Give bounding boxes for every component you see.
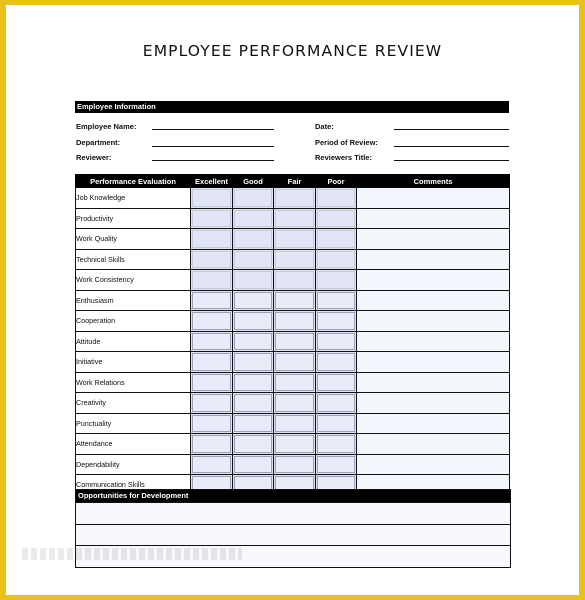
rating-cell[interactable] (233, 188, 274, 209)
watermark (22, 548, 242, 560)
rating-checkbox[interactable] (234, 374, 272, 392)
rating-checkbox[interactable] (192, 292, 231, 310)
table-row (76, 413, 510, 434)
rating-checkbox[interactable] (234, 271, 272, 289)
criterion-label: Initiative (76, 352, 191, 373)
rating-checkbox[interactable] (317, 251, 355, 269)
opportunities-line[interactable] (76, 502, 510, 524)
table-row (76, 352, 510, 373)
rating-cell[interactable] (274, 208, 316, 229)
opportunities-header: Opportunities for Development (76, 490, 510, 502)
criterion-label: Attitude (76, 331, 191, 352)
reviewers-title-field[interactable] (394, 160, 509, 161)
table-row (76, 434, 510, 455)
rating-checkbox[interactable] (192, 415, 231, 433)
rating-checkbox[interactable] (234, 292, 272, 310)
rating-checkbox[interactable] (317, 312, 355, 330)
rating-checkbox[interactable] (192, 312, 231, 330)
table-row (76, 331, 510, 352)
rating-checkbox[interactable] (192, 210, 231, 228)
reviewer-field[interactable] (152, 160, 274, 161)
rating-cell[interactable] (233, 208, 274, 229)
rating-cell[interactable] (316, 188, 357, 209)
rating-checkbox[interactable] (275, 292, 314, 310)
rating-cell[interactable] (191, 270, 233, 291)
rating-cell[interactable] (233, 393, 274, 414)
rating-checkbox[interactable] (234, 210, 272, 228)
rating-cell[interactable] (233, 249, 274, 270)
comment-cell[interactable] (357, 249, 510, 270)
reviewer-label: Reviewer: (76, 153, 112, 162)
period-of-review-field[interactable] (394, 146, 509, 147)
rating-cell[interactable] (233, 372, 274, 393)
page-title: EMPLOYEE PERFORMANCE REVIEW (142, 42, 443, 60)
comment-cell[interactable] (357, 229, 510, 250)
rating-checkbox[interactable] (192, 230, 231, 248)
rating-cell[interactable] (274, 290, 316, 311)
criterion-label: Technical Skills (76, 249, 191, 270)
rating-checkbox[interactable] (275, 271, 314, 289)
rating-cell[interactable] (233, 331, 274, 352)
criterion-label: Creativity (76, 393, 191, 414)
rating-checkbox[interactable] (192, 353, 231, 371)
rating-checkbox[interactable] (317, 415, 355, 433)
department-label: Department: (76, 138, 121, 147)
comment-cell[interactable] (357, 372, 510, 393)
rating-checkbox[interactable] (234, 456, 272, 474)
rating-cell[interactable] (233, 454, 274, 475)
criterion-label: Productivity (76, 208, 191, 229)
rating-cell[interactable] (233, 434, 274, 455)
comment-cell[interactable] (357, 208, 510, 229)
column-header: Excellent (191, 175, 233, 188)
column-header: Performance Evaluation (76, 175, 191, 188)
rating-cell[interactable] (316, 454, 357, 475)
rating-checkbox[interactable] (234, 435, 272, 453)
rating-cell[interactable] (233, 290, 274, 311)
rating-cell[interactable] (274, 270, 316, 291)
opportunities-line[interactable] (76, 524, 510, 546)
rating-cell[interactable] (191, 352, 233, 373)
rating-cell[interactable] (274, 331, 316, 352)
criterion-label: Dependability (76, 454, 191, 475)
column-header: Comments (357, 175, 510, 188)
comment-cell[interactable] (357, 454, 510, 475)
criterion-label: Enthusiasm (76, 290, 191, 311)
criterion-label: Cooperation (76, 311, 191, 332)
rating-cell[interactable] (274, 393, 316, 414)
rating-cell[interactable] (316, 249, 357, 270)
comment-cell[interactable] (357, 331, 510, 352)
table-row (76, 270, 510, 291)
rating-checkbox[interactable] (234, 333, 272, 351)
rating-checkbox[interactable] (317, 271, 355, 289)
rating-cell[interactable] (274, 249, 316, 270)
criterion-label: Work Relations (76, 372, 191, 393)
rating-checkbox[interactable] (275, 415, 314, 433)
rating-checkbox[interactable] (234, 189, 272, 207)
employee-name-label: Employee Name: (76, 122, 137, 131)
criterion-label: Work Quality (76, 229, 191, 250)
rating-cell[interactable] (316, 208, 357, 229)
rating-cell[interactable] (316, 352, 357, 373)
rating-checkbox[interactable] (192, 333, 231, 351)
rating-checkbox[interactable] (275, 333, 314, 351)
rating-cell[interactable] (233, 311, 274, 332)
rating-checkbox[interactable] (317, 394, 355, 412)
rating-cell[interactable] (191, 434, 233, 455)
table-row (76, 249, 510, 270)
rating-checkbox[interactable] (317, 435, 355, 453)
rating-checkbox[interactable] (275, 456, 314, 474)
rating-cell[interactable] (274, 434, 316, 455)
rating-checkbox[interactable] (317, 374, 355, 392)
employee-info-header: Employee Information (75, 101, 509, 113)
rating-cell[interactable] (233, 413, 274, 434)
comment-cell[interactable] (357, 413, 510, 434)
rating-cell[interactable] (191, 290, 233, 311)
rating-cell[interactable] (274, 311, 316, 332)
rating-checkbox[interactable] (317, 333, 355, 351)
rating-checkbox[interactable] (234, 230, 272, 248)
criterion-label: Communication Skills (76, 475, 191, 496)
rating-cell[interactable] (316, 434, 357, 455)
rating-cell[interactable] (191, 188, 233, 209)
date-field[interactable] (394, 129, 509, 130)
rating-checkbox[interactable] (275, 210, 314, 228)
performance-evaluation-table (75, 174, 510, 516)
table-row (76, 454, 510, 475)
date-label: Date: (315, 122, 334, 131)
rating-checkbox[interactable] (275, 435, 314, 453)
comment-cell[interactable] (357, 188, 510, 209)
rating-checkbox[interactable] (192, 456, 231, 474)
table-row (76, 229, 510, 250)
rating-cell[interactable] (316, 372, 357, 393)
rating-cell[interactable] (191, 249, 233, 270)
rating-checkbox[interactable] (317, 189, 355, 207)
criterion-label: Attendance (76, 434, 191, 455)
rating-cell[interactable] (274, 229, 316, 250)
rating-cell[interactable] (274, 454, 316, 475)
rating-cell[interactable] (274, 413, 316, 434)
rating-cell[interactable] (316, 290, 357, 311)
rating-cell[interactable] (191, 331, 233, 352)
table-row (76, 188, 510, 209)
table-row (76, 290, 510, 311)
rating-checkbox[interactable] (275, 353, 314, 371)
rating-cell[interactable] (191, 208, 233, 229)
department-field[interactable] (152, 146, 274, 147)
rating-checkbox[interactable] (192, 271, 231, 289)
rating-checkbox[interactable] (275, 189, 314, 207)
column-header: Fair (274, 175, 316, 188)
table-row (76, 393, 510, 414)
rating-cell[interactable] (191, 372, 233, 393)
rating-cell[interactable] (191, 413, 233, 434)
rating-checkbox[interactable] (317, 456, 355, 474)
period-of-review-label: Period of Review: (315, 138, 378, 147)
rating-checkbox[interactable] (234, 415, 272, 433)
rating-cell[interactable] (191, 311, 233, 332)
rating-cell[interactable] (316, 270, 357, 291)
criterion-label: Job Knowledge (76, 188, 191, 209)
rating-checkbox[interactable] (234, 312, 272, 330)
rating-checkbox[interactable] (275, 394, 314, 412)
rating-cell[interactable] (274, 188, 316, 209)
comment-cell[interactable] (357, 434, 510, 455)
table-header-row (76, 175, 510, 188)
rating-checkbox[interactable] (317, 210, 355, 228)
rating-checkbox[interactable] (192, 435, 231, 453)
rating-checkbox[interactable] (234, 251, 272, 269)
rating-cell[interactable] (233, 270, 274, 291)
rating-checkbox[interactable] (234, 394, 272, 412)
column-header: Poor (316, 175, 357, 188)
rating-cell[interactable] (316, 331, 357, 352)
employee-name-field[interactable] (152, 129, 274, 130)
rating-cell[interactable] (316, 229, 357, 250)
comment-cell[interactable] (357, 393, 510, 414)
rating-checkbox[interactable] (192, 189, 231, 207)
rating-cell[interactable] (316, 311, 357, 332)
table-row (76, 208, 510, 229)
rating-cell[interactable] (191, 229, 233, 250)
rating-cell[interactable] (316, 393, 357, 414)
column-header: Good (233, 175, 274, 188)
rating-checkbox[interactable] (275, 230, 314, 248)
rating-checkbox[interactable] (317, 353, 355, 371)
criterion-label: Work Consistency (76, 270, 191, 291)
rating-checkbox[interactable] (192, 251, 231, 269)
rating-cell[interactable] (233, 229, 274, 250)
table-row (76, 311, 510, 332)
rating-checkbox[interactable] (317, 292, 355, 310)
rating-cell[interactable] (274, 372, 316, 393)
reviewers-title-label: Reviewers Title: (315, 153, 372, 162)
rating-cell[interactable] (191, 393, 233, 414)
rating-checkbox[interactable] (275, 251, 314, 269)
rating-checkbox[interactable] (275, 374, 314, 392)
table-row (76, 372, 510, 393)
rating-cell[interactable] (191, 454, 233, 475)
rating-checkbox[interactable] (317, 230, 355, 248)
rating-cell[interactable] (233, 352, 274, 373)
comment-cell[interactable] (357, 311, 510, 332)
rating-checkbox[interactable] (234, 353, 272, 371)
criterion-label: Punctuality (76, 413, 191, 434)
comment-cell[interactable] (357, 290, 510, 311)
comment-cell[interactable] (357, 352, 510, 373)
rating-cell[interactable] (274, 352, 316, 373)
rating-cell[interactable] (316, 413, 357, 434)
comment-cell[interactable] (357, 270, 510, 291)
rating-checkbox[interactable] (275, 312, 314, 330)
rating-checkbox[interactable] (192, 374, 231, 392)
rating-checkbox[interactable] (192, 394, 231, 412)
